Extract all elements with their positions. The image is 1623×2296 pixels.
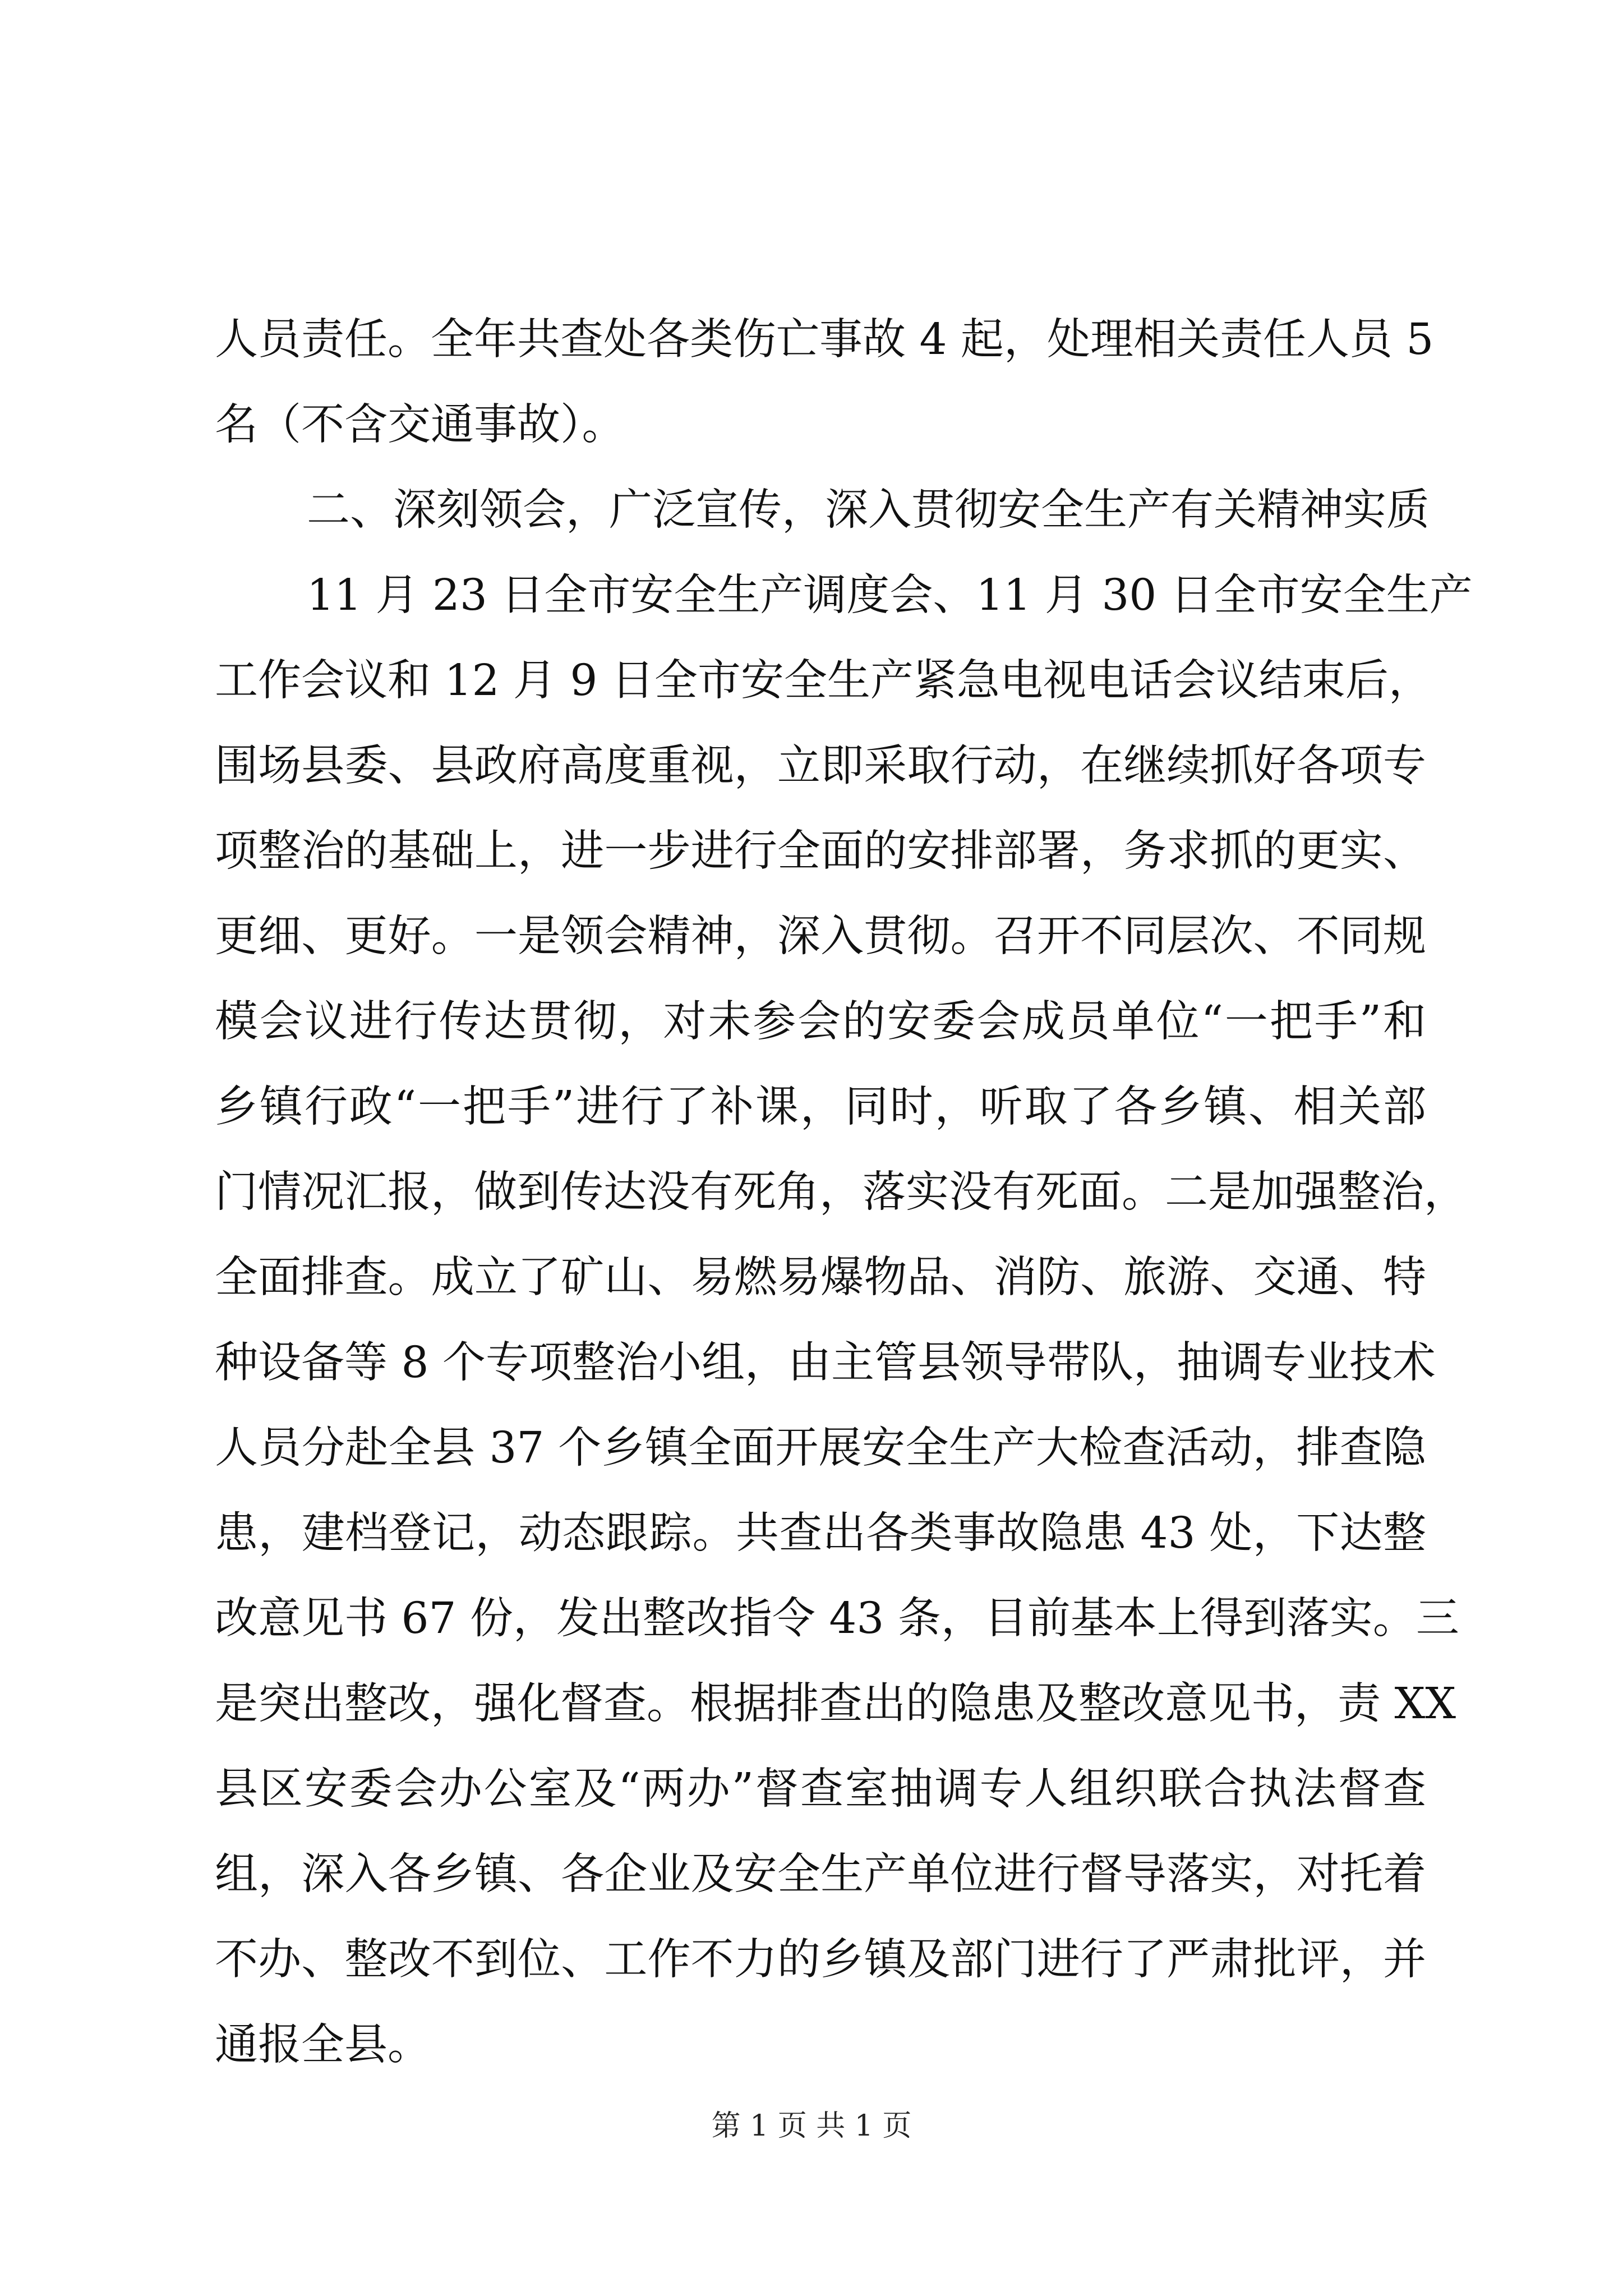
document-body bbox=[215, 297, 1473, 2088]
text-line: 工作会议和 12 月 9 日全市安全生产紧急电视电话会议结束后， bbox=[215, 656, 1432, 706]
text-line: 组，深入各乡镇、各企业及安全生产单位进行督导落实，对托着 bbox=[215, 1849, 1426, 1899]
text-line: 围场县委、县政府高度重视，立即采取行动，在继续抓好各项专 bbox=[215, 741, 1426, 791]
section-heading: 二、深刻领会，广泛宣传，深入贯彻安全生产有关精神实质 bbox=[307, 485, 1430, 535]
text-line: 人员分赴全县 37 个乡镇全面开展安全生产大检查活动，排查隐 bbox=[215, 1423, 1426, 1473]
text-line: 是突出整改，强化督查。根据排查出的隐患及整改意见书，责 XX bbox=[215, 1679, 1456, 1729]
text-line: 种设备等 8 个专项整治小组，由主管县领导带队，抽调专业技术 bbox=[215, 1338, 1436, 1388]
text-line: 门情况汇报，做到传达没有死角，落实没有死面。二是加强整治， bbox=[215, 1167, 1467, 1217]
text-line: 乡镇行政“一把手”进行了补课，同时，听取了各乡镇、相关部 bbox=[215, 1082, 1426, 1132]
text-line: 患，建档登记，动态跟踪。共查出各类事故隐患 43 处，下达整 bbox=[215, 1508, 1426, 1558]
page-footer bbox=[0, 2106, 1623, 2146]
text-line: 通报全县。 bbox=[215, 2020, 431, 2070]
text-line: 改意见书 67 份，发出整改指令 43 条，目前基本上得到落实。三 bbox=[215, 1594, 1459, 1644]
text-line: 11 月 23 日全市安全生产调度会、11 月 30 日全市安全生产 bbox=[307, 570, 1473, 620]
text-line: 项整治的基础上，进一步进行全面的安排部署，务求抓的更实、 bbox=[215, 826, 1426, 876]
text-line: 模会议进行传达贯彻，对未参会的安委会成员单位“一把手”和 bbox=[215, 997, 1426, 1047]
text-line: 县区安委会办公室及“两办”督查室抽调专人组织联合执法督查 bbox=[215, 1764, 1426, 1814]
text-line: 更细、更好。一是领会精神，深入贯彻。召开不同层次、不同规 bbox=[215, 912, 1426, 961]
text-line: 名（不含交通事故）。 bbox=[215, 400, 625, 450]
text-line: 不办、整改不到位、工作不力的乡镇及部门进行了严肃批评，并 bbox=[215, 1935, 1426, 1985]
text-line: 人员责任。全年共查处各类伤亡事故 4 起，处理相关责任人员 5 bbox=[215, 315, 1434, 365]
text-line: 全面排查。成立了矿山、易燃易爆物品、消防、旅游、交通、特 bbox=[215, 1253, 1426, 1303]
page-number-label: 第 1 页 共 1 页 bbox=[711, 2109, 912, 2143]
